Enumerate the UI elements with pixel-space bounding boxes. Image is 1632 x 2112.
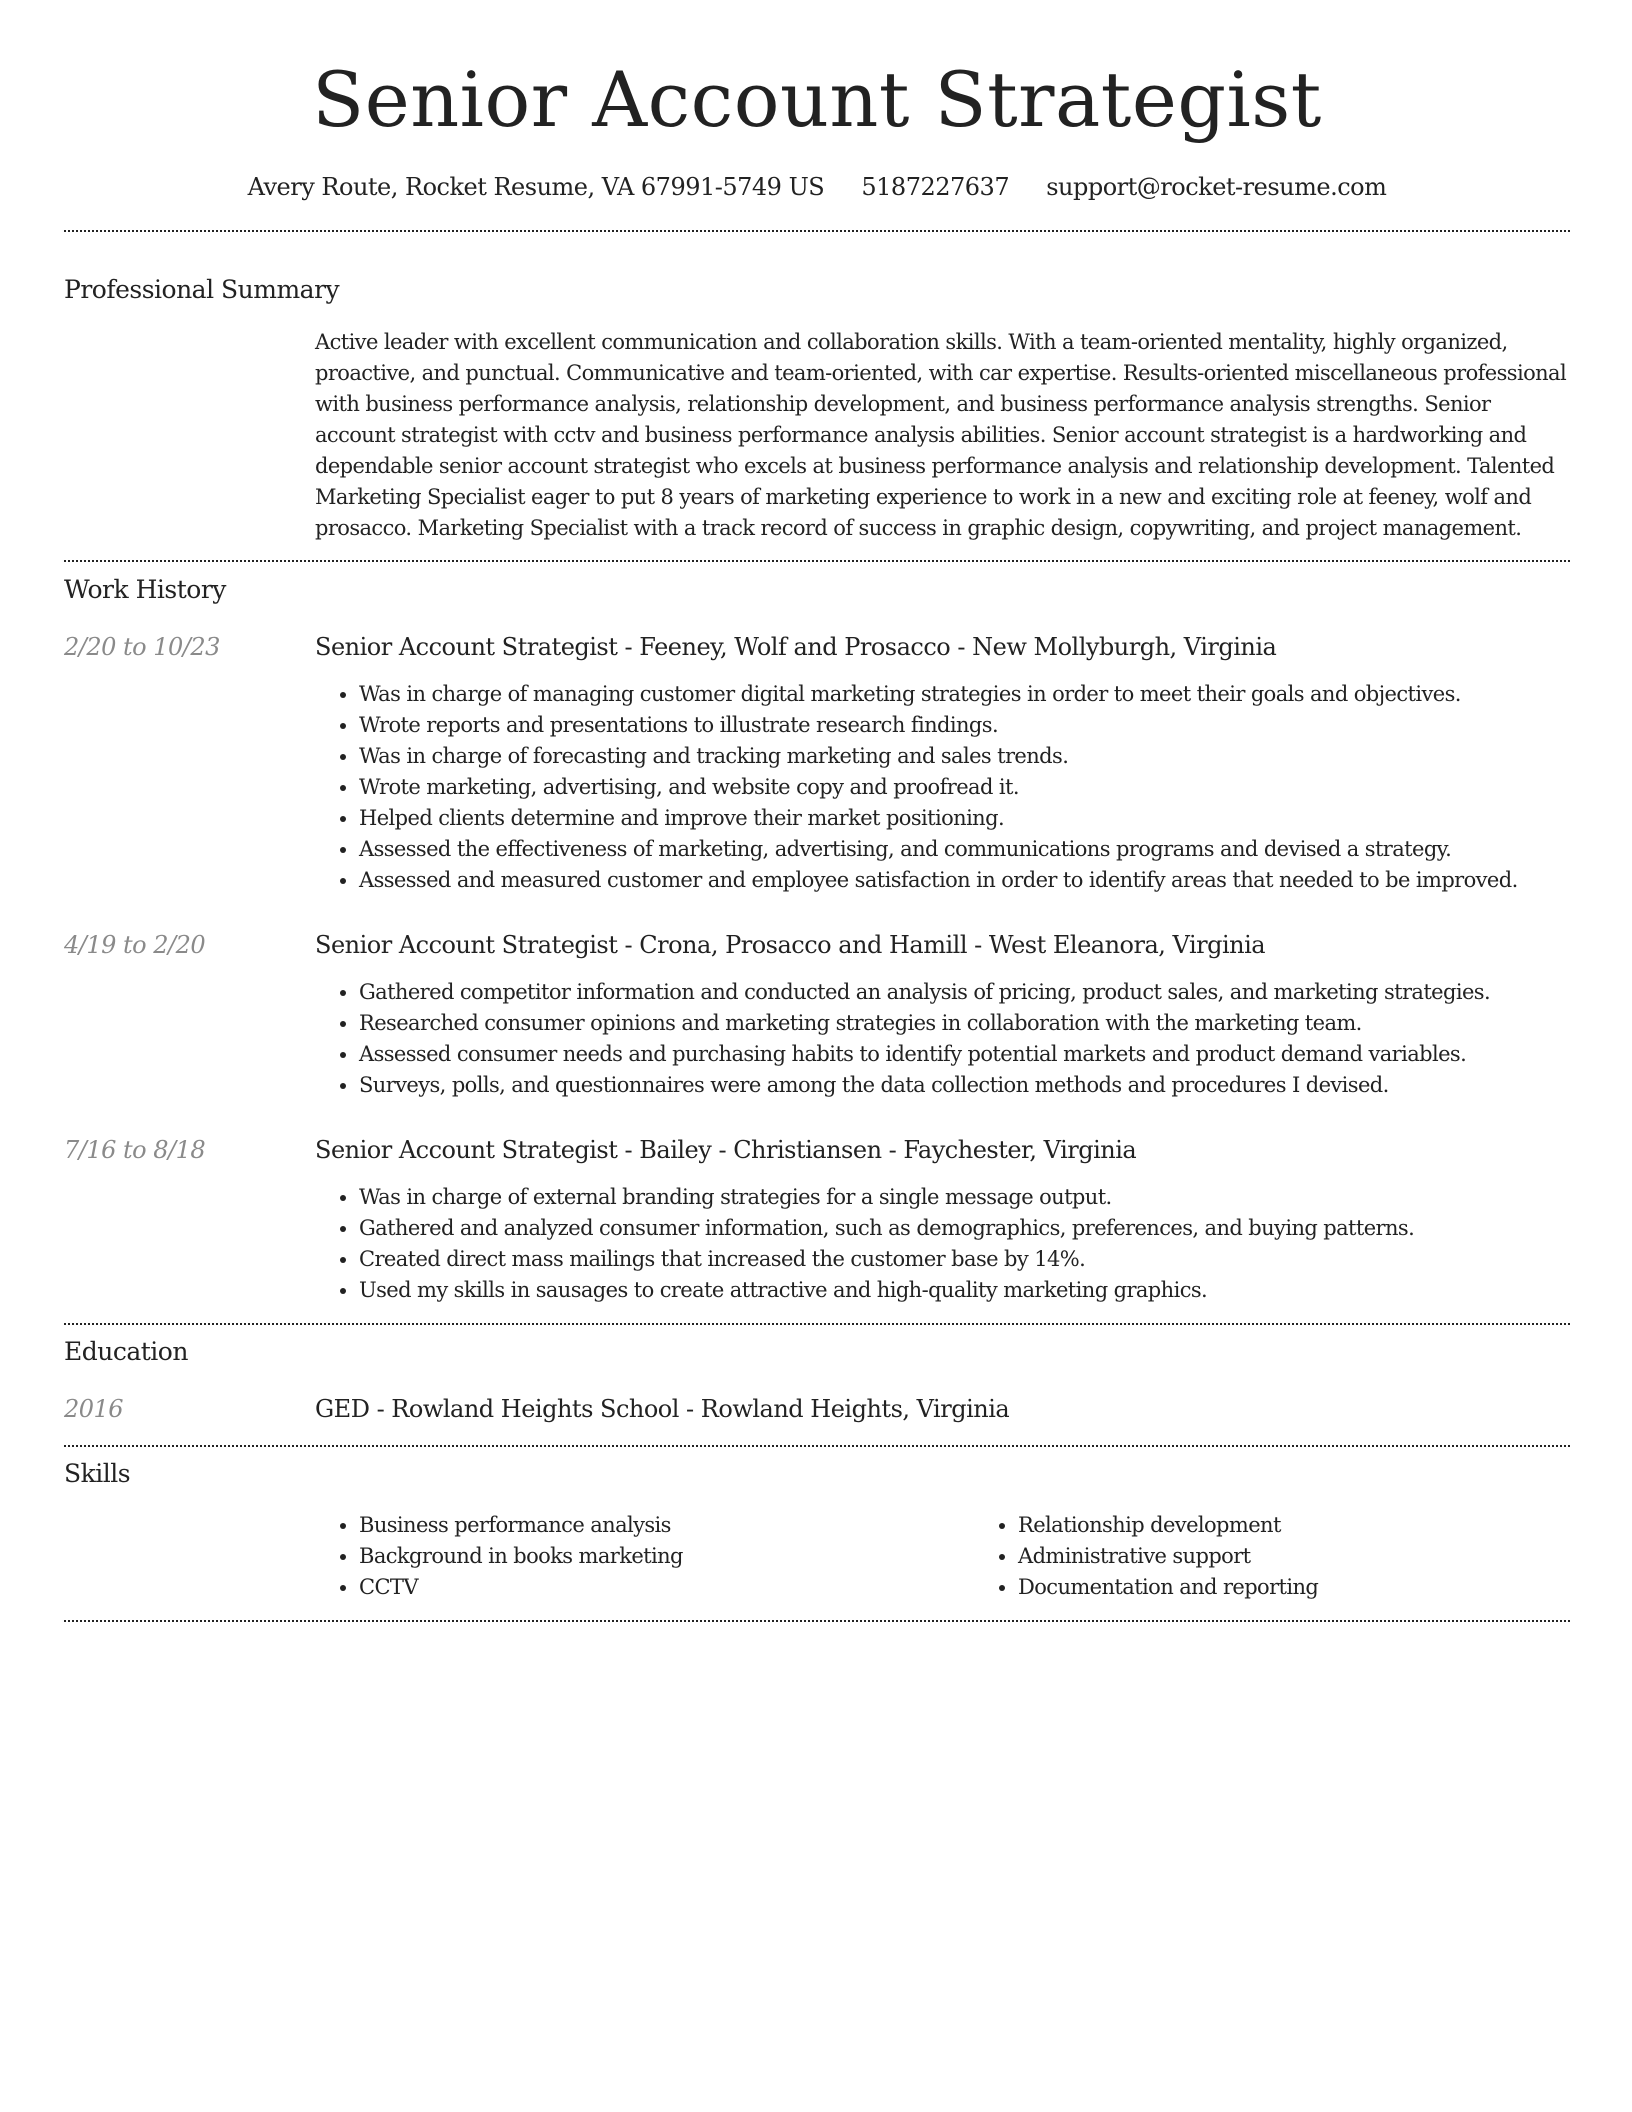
list-item: • Gathered and analyzed consumer information, such as demographics, preferences, and buying patterns. (359, 1213, 1570, 1244)
list-item: • Created direct mass mailings that increased the customer base by 14%. (359, 1244, 1570, 1275)
list-item: • Surveys, polls, and questionnaires were among the data collection methods and procedures I devised. (359, 1070, 1570, 1101)
skills-list-right (974, 1510, 1632, 1603)
skill-item: • CCTV (359, 1572, 974, 1603)
section-divider (64, 1620, 1570, 1622)
section-title-work-history: Work History (64, 575, 226, 604)
list-item: • Helped clients determine and improve their market positioning. (359, 803, 1570, 834)
skill-item: • Documentation and reporting (1018, 1572, 1632, 1603)
list-item: • Assessed consumer needs and purchasing habits to identify potential markets and product demand variables. (359, 1039, 1570, 1070)
resume-header (64, 0, 1570, 204)
skills-list-left (315, 1510, 974, 1603)
job-entry (64, 1134, 1570, 1306)
skills-section (64, 1447, 1570, 1603)
skill-item: • Business performance analysis (359, 1510, 974, 1541)
section-title-summary: Professional Summary (64, 275, 340, 304)
job-dates: 2/20 to 10/23 (64, 633, 220, 661)
skills-grid (315, 1510, 1632, 1603)
list-item: • Wrote reports and presentations to illustrate research findings. (359, 710, 1570, 741)
job-heading: Senior Account Strategist - Crona, Prosacco and Hamill - West Eleanora, Virginia (315, 931, 1266, 959)
education-section (64, 1325, 1570, 1425)
contact-phone: 5187227637 (861, 173, 1010, 201)
list-item: • Wrote marketing, advertising, and website copy and proofread it. (359, 772, 1570, 803)
list-item: • Assessed and measured customer and employee satisfaction in order to identify areas that needed to be improved. (359, 865, 1570, 896)
skill-item: • Background in books marketing (359, 1541, 974, 1572)
list-item: • Was in charge of managing customer digital marketing strategies in order to meet their goals and objectives. (359, 679, 1570, 710)
list-item: • Assessed the effectiveness of marketing, advertising, and communications programs and devised a strategy. (359, 834, 1570, 865)
resume-page (64, 0, 1570, 1622)
job-dates: 4/19 to 2/20 (64, 931, 206, 959)
summary-section (64, 232, 1570, 544)
contact-line (64, 170, 1570, 204)
job-bullets (315, 1182, 1570, 1306)
list-item: • Was in charge of forecasting and tracking marketing and sales trends. (359, 741, 1570, 772)
summary-text: Active leader with excellent communication and collaboration skills. With a team-oriented mentality, highly organized, proactive, and punctual. Communicative and team-oriented, with car expertise. Results-oriented miscellaneous professional with business performance analysis, relationship development, and business performance analysis strengths. Senior account strategist with cctv and business performance analysis abilities. Senior account strategist is a hardworking and dependable senior account strategist who excels at business performance analysis and relationship development. Talented Marketing Specialist eager to put 8 years of marketing experience to work in a new and exciting role at feeney, wolf and prosacco. Marketing Specialist with a track record of success in graphic design, copywriting, and project management. (315, 330, 1567, 540)
job-heading: Senior Account Strategist - Bailey - Christiansen - Faychester, Virginia (315, 1136, 1137, 1164)
education-heading: GED - Rowland Heights School - Rowland Heights, Virginia (315, 1395, 1010, 1423)
list-item: • Researched consumer opinions and marketing strategies in collaboration with the marketing team. (359, 1008, 1570, 1039)
education-year: 2016 (64, 1395, 124, 1423)
contact-email: support@rocket-resume.com (1046, 173, 1387, 201)
job-bullets (315, 679, 1570, 896)
skill-item: • Administrative support (1018, 1541, 1632, 1572)
work-history-section (64, 562, 1570, 1306)
list-item: • Used my skills in sausages to create attractive and high-quality marketing graphics. (359, 1275, 1570, 1306)
skill-item: • Relationship development (1018, 1510, 1632, 1541)
candidate-name: Senior Account Strategist (312, 55, 1322, 144)
contact-address: Avery Route, Rocket Resume, VA 67991-5749 US (247, 173, 825, 201)
education-entry (64, 1393, 1570, 1425)
list-item: • Was in charge of external branding strategies for a single message output. (359, 1182, 1570, 1213)
section-title-skills: Skills (64, 1459, 131, 1488)
list-item: • Gathered competitor information and conducted an analysis of pricing, product sales, and marketing strategies. (359, 977, 1570, 1008)
job-entry (64, 929, 1570, 1101)
section-title-education: Education (64, 1337, 188, 1366)
job-heading: Senior Account Strategist - Feeney, Wolf and Prosacco - New Mollyburgh, Virginia (315, 633, 1277, 661)
job-entry (64, 631, 1570, 896)
job-dates: 7/16 to 8/18 (64, 1136, 206, 1164)
job-bullets (315, 977, 1570, 1101)
